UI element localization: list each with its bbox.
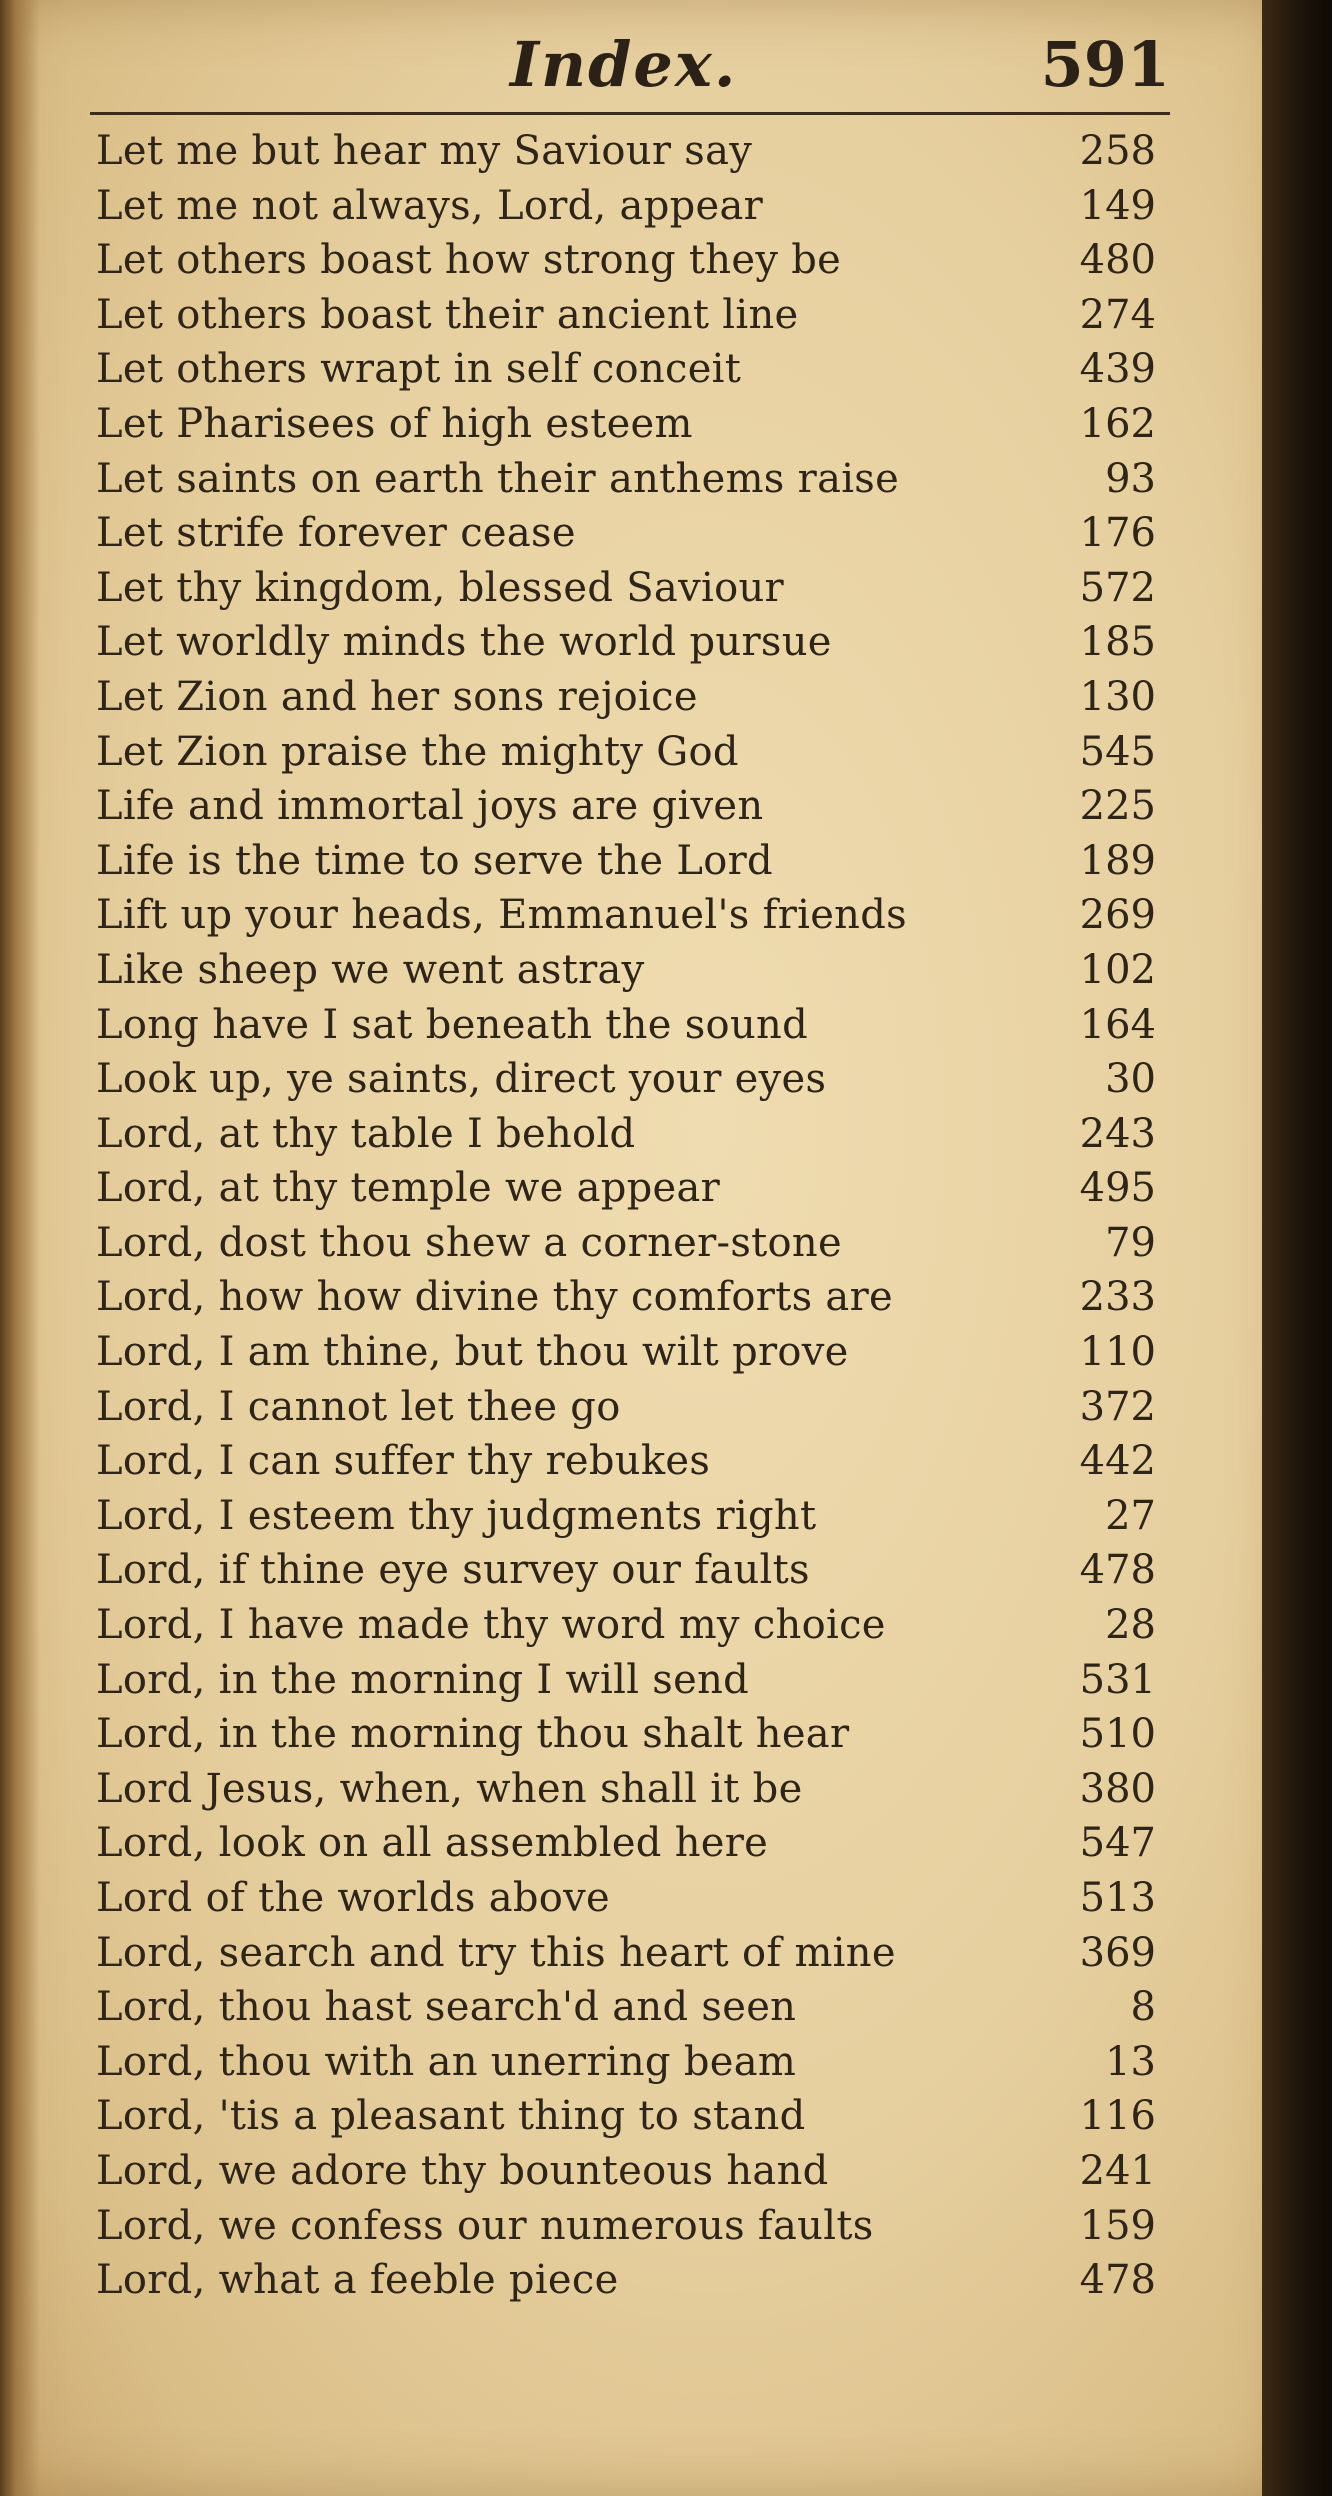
entry-first-line: Let Pharisees of high esteem [96,400,693,447]
entry-first-line: Lord, look on all assembled here [96,1820,769,1867]
entry-first-line: Lord, what a feeble piece [96,2257,619,2304]
entry-hymn-number: 28 [1105,1602,1156,1649]
index-entry [96,1161,1156,1216]
entry-first-line: Lord, we adore thy bounteous hand [96,2147,829,2194]
index-entry [96,1816,1156,1871]
entry-first-line: Lord, thou with an unerring beam [96,2038,797,2085]
index-entry [96,1216,1156,1271]
page-gutter-shadow [0,0,40,2496]
entry-hymn-number: 93 [1105,455,1156,502]
index-entry [96,615,1156,670]
entry-first-line: Look up, ye saints, direct your eyes [96,1056,827,1103]
index-entry [96,1598,1156,1653]
index-entry [96,1926,1156,1981]
entry-first-line: Lord, I can suffer thy rebukes [96,1438,711,1485]
entry-hymn-number: 164 [1079,1001,1156,1048]
entry-hymn-number: 547 [1079,1820,1156,1867]
index-entry [96,1707,1156,1762]
entry-hymn-number: 130 [1079,673,1156,720]
index-entry [96,342,1156,397]
index-entry [96,2199,1156,2254]
entry-first-line: Lord, I esteem thy judgments right [96,1492,817,1539]
entry-hymn-number: 30 [1105,1056,1156,1103]
entry-hymn-number: 79 [1105,1219,1156,1266]
index-entry [96,1980,1156,2035]
index-entry [96,2035,1156,2090]
entry-hymn-number: 545 [1079,728,1156,775]
entry-hymn-number: 510 [1079,1711,1156,1758]
entry-hymn-number: 8 [1130,1984,1156,2031]
entry-hymn-number: 478 [1079,1547,1156,1594]
entry-first-line: Let Zion and her sons rejoice [96,673,698,720]
entry-first-line: Let others boast their ancient line [96,291,799,338]
entry-hymn-number: 13 [1105,2038,1156,2085]
entry-first-line: Lord, search and try this heart of mine [96,1929,896,1976]
entry-hymn-number: 27 [1105,1492,1156,1539]
entry-hymn-number: 225 [1079,783,1156,830]
index-entry [96,1434,1156,1489]
index-entry [96,397,1156,452]
entry-hymn-number: 189 [1079,837,1156,884]
entry-first-line: Like sheep we went astray [96,946,645,993]
entry-first-line: Lord, 'tis a pleasant thing to stand [96,2093,806,2140]
index-entry [96,943,1156,998]
entry-hymn-number: 233 [1079,1274,1156,1321]
book-edge [1262,0,1332,2496]
running-header [90,28,1170,108]
index-entry [96,1052,1156,1107]
entry-hymn-number: 439 [1079,346,1156,393]
entry-hymn-number: 258 [1079,128,1156,174]
index-entry [96,124,1156,179]
index-entry [96,1871,1156,1926]
entry-hymn-number: 241 [1079,2147,1156,2194]
entry-first-line: Lord, I am thine, but thou wilt prove [96,1329,849,1376]
index-entry [96,834,1156,889]
entry-first-line: Lord, how how divine thy comforts are [96,1274,893,1321]
entry-first-line: Lord, in the morning I will send [96,1656,750,1703]
index-entry [96,1380,1156,1435]
index-entry [96,1543,1156,1598]
entry-hymn-number: 513 [1079,1875,1156,1921]
index-entry [96,452,1156,507]
entry-first-line: Long have I sat beneath the sound [96,1001,808,1048]
entry-hymn-number: 162 [1079,400,1156,447]
header-rule [90,112,1170,115]
entry-first-line: Lord, dost thou shew a corner-stone [96,1219,842,1266]
index-entry [96,2089,1156,2144]
index-entry [96,2144,1156,2199]
entry-first-line: Lord, thou hast search'd and seen [96,1984,797,2031]
index-entry [96,670,1156,725]
index-entry [96,998,1156,1053]
entry-hymn-number: 159 [1079,2202,1156,2249]
entry-first-line: Life is the time to serve the Lord [96,837,773,884]
entry-hymn-number: 480 [1079,237,1156,284]
index-entry [96,288,1156,343]
entry-hymn-number: 495 [1079,1165,1156,1212]
index-entry [96,1489,1156,1544]
entry-hymn-number: 110 [1079,1329,1156,1376]
entry-first-line: Lord, in the morning thou shalt hear [96,1711,850,1758]
index-entry [96,233,1156,288]
entry-hymn-number: 531 [1079,1656,1156,1703]
entry-hymn-number: 269 [1079,892,1156,939]
entry-hymn-number: 149 [1079,182,1156,229]
index-entry [96,1762,1156,1817]
entry-first-line: Lord, if thine eye survey our faults [96,1547,810,1594]
entry-first-line: Let others wrapt in self conceit [96,346,742,393]
entry-hymn-number: 116 [1079,2093,1156,2140]
entry-hymn-number: 442 [1079,1438,1156,1485]
index-entry [96,1325,1156,1380]
entry-first-line: Lord, at thy table I behold [96,1110,636,1157]
entry-first-line: Lord, we confess our numerous faults [96,2202,874,2249]
entry-hymn-number: 185 [1079,619,1156,666]
index-entry [96,506,1156,561]
index-entry [96,725,1156,780]
entry-hymn-number: 572 [1079,564,1156,611]
entry-hymn-number: 274 [1079,291,1156,338]
entry-first-line: Let thy kingdom, blessed Saviour [96,564,784,611]
index-entry [96,2253,1156,2308]
entry-first-line: Let saints on earth their anthems raise [96,455,900,502]
entry-hymn-number: 478 [1079,2257,1156,2304]
entry-first-line: Let Zion praise the mighty God [96,728,739,775]
index-entry [96,1653,1156,1708]
entry-first-line: Lord of the worlds above [96,1875,610,1921]
entry-first-line: Lord, I cannot let thee go [96,1383,621,1430]
entry-first-line: Let me not always, Lord, appear [96,182,764,229]
index-list [96,124,1156,2308]
entry-hymn-number: 176 [1079,510,1156,557]
entry-first-line: Lord Jesus, when, when shall it be [96,1765,803,1812]
entry-first-line: Let worldly minds the world pursue [96,619,832,666]
index-entry [96,561,1156,616]
entry-hymn-number: 102 [1079,946,1156,993]
entry-first-line: Let strife forever cease [96,510,576,557]
entry-first-line: Lord, at thy temple we appear [96,1165,721,1212]
index-entry [96,179,1156,234]
index-entry [96,1270,1156,1325]
entry-first-line: Life and immortal joys are given [96,783,764,830]
entry-first-line: Lord, I have made thy word my choice [96,1602,886,1649]
index-entry [96,779,1156,834]
entry-first-line: Let others boast how strong they be [96,237,842,284]
entry-hymn-number: 380 [1079,1765,1156,1812]
entry-first-line: Let me but hear my Saviour say [96,128,753,174]
entry-hymn-number: 372 [1079,1383,1156,1430]
page-title: Index. [510,28,738,101]
index-entry [96,888,1156,943]
index-entry [96,1107,1156,1162]
entry-hymn-number: 369 [1079,1929,1156,1976]
page-number: 591 [1040,28,1170,101]
entry-first-line: Lift up your heads, Emmanuel's friends [96,892,907,939]
entry-hymn-number: 243 [1079,1110,1156,1157]
